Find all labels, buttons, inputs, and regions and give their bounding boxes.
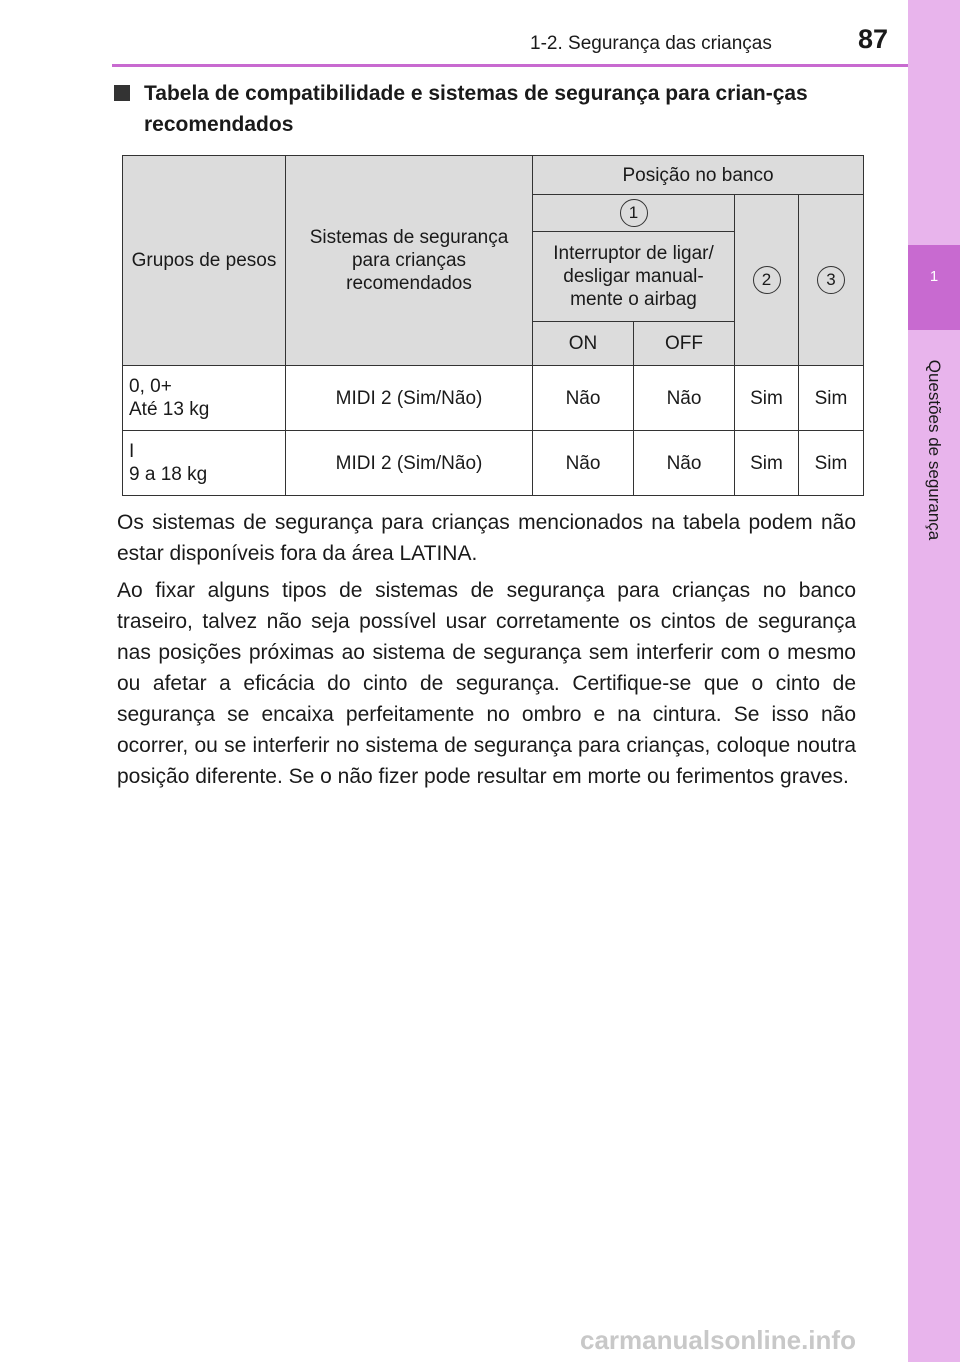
header-recommended-systems: Sistemas de segurança para crianças recomendados: [286, 156, 533, 366]
position-1-icon: 1: [620, 199, 648, 227]
group-weight: 9 a 18 kg: [129, 464, 208, 485]
header-position-2: [735, 195, 799, 366]
off-cell: Não: [634, 366, 735, 431]
table-row: [123, 431, 864, 496]
on-cell: Não: [533, 366, 634, 431]
position-3-cell: Sim: [799, 431, 864, 496]
position-2-icon: 2: [753, 266, 781, 294]
header-airbag-switch: Interruptor de ligar/ desligar manual-mente o airbag: [533, 232, 735, 322]
header-weight-groups: Grupos de pesos: [123, 156, 286, 366]
chapter-tab-active: [908, 245, 960, 330]
availability-note: Os sistemas de segurança para crianças mencionados na tabela podem não estar disponíveis fora da área LATINA.: [117, 511, 856, 565]
page-number: 87: [858, 24, 889, 54]
position-2-cell: Sim: [735, 431, 799, 496]
section-heading: Tabela de compatibilidade e sistemas de segurança para crian-ças recomendados: [144, 82, 808, 136]
watermark: carmanualsonline.info: [580, 1325, 856, 1355]
weight-group-cell: [123, 431, 286, 496]
position-3-cell: Sim: [799, 366, 864, 431]
group-name: I: [129, 441, 135, 462]
position-3-icon: 3: [817, 266, 845, 294]
group-name: 0, 0+: [129, 376, 172, 397]
chapter-label: Questões de segurança: [925, 359, 944, 541]
chapter-number: 1: [929, 268, 939, 285]
group-weight: Até 13 kg: [129, 399, 210, 420]
compatibility-table: [122, 155, 864, 496]
on-cell: Não: [533, 431, 634, 496]
weight-group-cell: [123, 366, 286, 431]
position-2-cell: Sim: [735, 366, 799, 431]
section-title: 1-2. Segurança das crianças: [530, 33, 772, 54]
header-rule: [112, 64, 908, 67]
installation-warning: Ao fixar alguns tipos de sistemas de segurança para crianças no banco traseiro, talvez não seja possível usar corretamente os cintos de segurança nas posições próximas ao sistema de segurança sem interferir com o mesmo ou afetar a eficácia do cinto de segurança. Certifique-se que o cinto de segurança se encaixa perfeitamente no ombro e na cintura. Se isso não ocorrer, ou se interferir no sistema de segurança para crianças, coloque noutra posição diferente. Se o não fizer pode resultar em morte ou ferimentos graves.: [117, 579, 856, 788]
header-position-3: [799, 195, 864, 366]
header-off: OFF: [634, 322, 735, 366]
system-cell: MIDI 2 (Sim/Não): [286, 366, 533, 431]
chapter-side-strip: [908, 0, 960, 1362]
off-cell: Não: [634, 431, 735, 496]
square-bullet-icon: [114, 85, 130, 101]
header-on: ON: [533, 322, 634, 366]
header-seat-position: Posição no banco: [533, 156, 864, 195]
header-position-1: [533, 195, 735, 232]
table-row: [123, 366, 864, 431]
system-cell: MIDI 2 (Sim/Não): [286, 431, 533, 496]
